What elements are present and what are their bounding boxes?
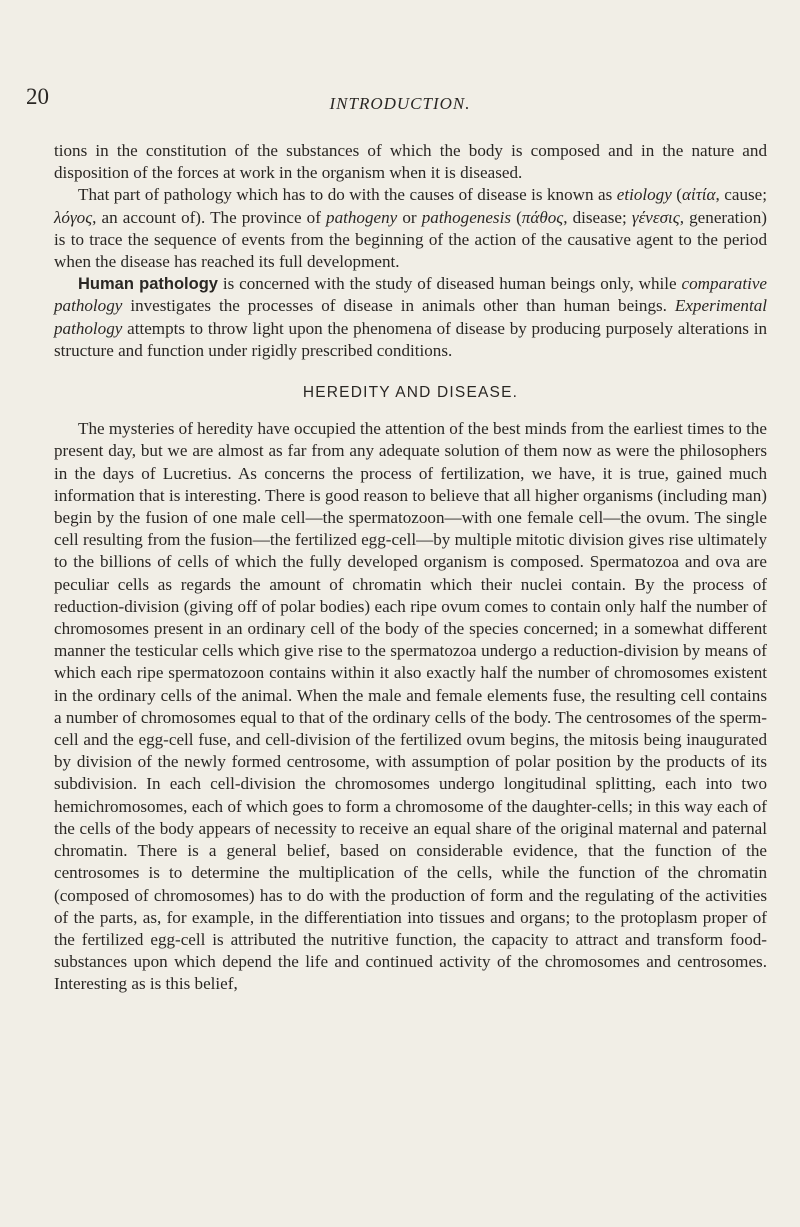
paragraph-human-pathology [54,273,767,362]
paragraph-heredity [54,418,767,995]
page-header [0,84,800,118]
text-run: ( [671,185,682,205]
section-heading: HEREDITY AND DISEASE. [302,384,519,402]
term-human-pathology: Human pathology [78,275,218,294]
text-run: is concerned with the study of diseased human beings only, while [217,274,682,294]
text-run: or [397,207,422,227]
text-run: , disease; [563,207,632,227]
greek-genesis: γένεσις [631,207,680,227]
text-run: ( [510,207,522,227]
term-comparative-pathology: comparative pathology [54,274,767,316]
text-run: , an account of). The province of [92,207,327,227]
paragraph-etiology [54,184,767,273]
text-run: , generation) is to trace the sequence of events from the beginning of the action of the causative agent to the period when the disease has reached its full development. [54,207,767,272]
paragraph-continued [54,140,767,184]
greek-logos: λόγος [54,207,93,227]
term-pathogenesis: pathogenesis [421,207,511,227]
greek-aitia: αἰτία [681,185,716,205]
term-experimental-pathology: Experimental pathology [54,296,767,338]
paragraph-heredity-text: The mysteries of heredity have occupied the attention of the best minds from the earliest times to the present day, but we are almost as far from any adequate solution of them now as were the philosophers in the days of Lucretius. As concerns the process of fertilization, we have, it is true, gained much information that is interesting. There is good reason to believe that all higher organisms (including man) begin by the fusion of one male cell—the spermatozoon—with one female cell—the ovum. The single cell resulting from the fusion—the fertilized egg-cell—by multiple mitotic division gives rise ultimately to the billions of cells of which the fully developed organism is composed. Spermatozoa and ova are peculiar cells as regards the amount of chromatin which their nuclei contain. By the process of reduction-division (giving off of polar bodies) each ripe ovum comes to contain only half the number of chromosomes present in an ordinary cell of the body of the species concerned; in a somewhat different manner the testicular cells which give rise to the spermatozoa undergo a reduction-division by means of which each ripe spermatozoon contains within it also exactly half the number of chromosomes existent in the ordinary cells of the animal. When the male and female elements fuse, the resulting cell contains a number of chromosomes equal to that of the ordinary cells of the body. The centrosomes of the sperm-cell and the egg-cell fuse, and cell-division of the fertilized ovum begins, the mitosis being inaugurated by division of the newly formed centrosome, with assumption of polar position by the products of its subdivision. In each cell-division the chromosomes undergo longitudinal splitting, each into two hemichromosomes, each of which goes to form a chromosome of the daughter-cells; in this way each of the cells of the body appears of necessity to receive an equal share of the original maternal and paternal chromatin. There is a general belief, based on considerable evidence, that the function of the centrosomes is to determine the multiplication of the cells, while the function of the chromatin (composed of chromosomes) has to do with the production of form and the regulating of the activities of the parts, as, for example, in the differentiation into tissues and organs; to the protoplasm proper of the fertilized egg-cell is attributed the nutritive function, the capacity to attract and transform food-substances upon which depend the life and continued activity of the chromosomes and centrosomes. Interesting as is this belief, [54,419,767,994]
body-text [54,140,767,996]
paragraph-continued-text: tions in the constitution of the substances of which the body is composed and in the nature and disposition of the forces at work in the organism when it is diseased. [54,141,767,183]
text-run: , cause; [715,185,767,205]
running-head: INTRODUCTION. [329,94,471,113]
term-etiology: etiology [616,185,672,205]
text-run: That part of pathology which has to do with the causes of disease is known as [78,185,617,205]
text-run: investigates the processes of disease in animals other than human beings. [122,296,675,316]
page-number: 20 [26,84,49,109]
text-run: attempts to throw light upon the phenomena of disease by producing purposely alterations in structure and function under rigidly prescribed conditions. [54,318,767,360]
greek-pathos: πάθος [521,207,564,227]
term-pathogeny: pathogeny [326,207,398,227]
